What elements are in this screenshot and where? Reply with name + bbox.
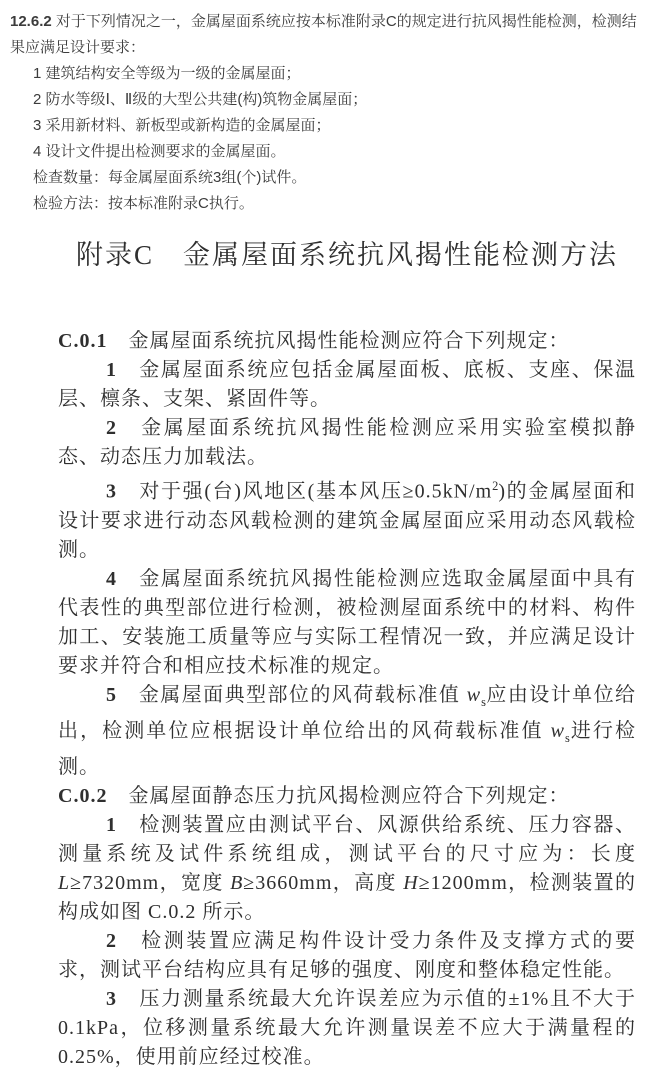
appendix-body — [58, 327, 636, 1072]
paragraph-c02-item-2: 2 检测装置应满足构件设计受力条件及支撑方式的要求，测试平台结构应具有足够的强度、刚度和整体稳定性能。 — [58, 929, 636, 981]
clause-check-method: 检验方法：按本标准附录C执行。 — [33, 195, 254, 212]
clause-item-2: 2 防水等级Ⅰ、Ⅱ级的大型公共建(构)筑物金属屋面； — [33, 91, 368, 108]
clause-item-3: 3 采用新材料、新板型或新构造的金属屋面； — [33, 117, 331, 134]
paragraph-c01-item-5: 5 金属屋面典型部位的风荷载标准值 $w_s$应由设计单位给出，检测单位应根据设计单位给出的风荷载标准值 $w_s$进行检测。 — [58, 683, 637, 778]
paragraph-c01-item-3: 3 对于强(台)风地区(基本风压$\ge 0.5kN/m^2$)的金属屋面和设计要求进行动态风载检测的建筑金属屋面应采用动态风载检测。 — [58, 479, 636, 561]
clause-item-4: 4 设计文件提出检测要求的金属屋面。 — [33, 143, 286, 160]
paragraph-c01-item-4: 4 金属屋面系统抗风揭性能检测应选取金属屋面中具有代表性的典型部位进行检测，被检测屋面系统中的材料、构件加工、安装施工质量等应与实际工程情况一致，并应满足设计要求并符合和相应技术标准的规定。 — [58, 567, 636, 677]
clause-item-1: 1 建筑结构安全等级为一级的金属屋面； — [33, 65, 301, 82]
clause-intro: 12.6.2 对于下列情况之一，金属屋面系统应按本标准附录C的规定进行抗风揭性能检测，检测结果应满足设计要求： — [10, 13, 637, 56]
clause-check-quantity: 检查数量：每金属屋面系统3组(个)试件。 — [33, 169, 307, 186]
appendix-title: 附录C 金属屋面系统抗风揭性能检测方法 — [75, 240, 618, 270]
appendix-section — [58, 235, 636, 1072]
paragraph-c02: C.0.2 金属屋面静态压力抗风揭检测应符合下列规定： — [58, 784, 570, 807]
paragraph-c01-item-2: 2 金属屋面系统抗风揭性能检测应采用实验室模拟静态、动态压力加载法。 — [58, 417, 636, 468]
paragraph-c01-item-1: 1 金属屋面系统应包括金属屋面板、底板、支座、保温层、檩条、支架、紧固件等。 — [58, 359, 636, 410]
clause-section — [0, 0, 646, 217]
paragraph-c02-item-1: 1 检测装置应由测试平台、风源供给系统、压力容器、测量系统及试件系统组成，测试平台的尺寸应为：长度 L≥7320mm，宽度 B≥3660mm，高度 H≥1200mm，检测装置的构成如图 C.0.2 所示。 — [58, 813, 637, 923]
paragraph-c02-item-3: 3 压力测量系统最大允许误差应为示值的±1%且不大于0.1kPa，位移测量系统最大允许测量误差不应大于满量程的0.25%，使用前应经过校准。 — [58, 987, 636, 1068]
paragraph-c01: C.0.1 金属屋面系统抗风揭性能检测应符合下列规定： — [58, 330, 570, 352]
